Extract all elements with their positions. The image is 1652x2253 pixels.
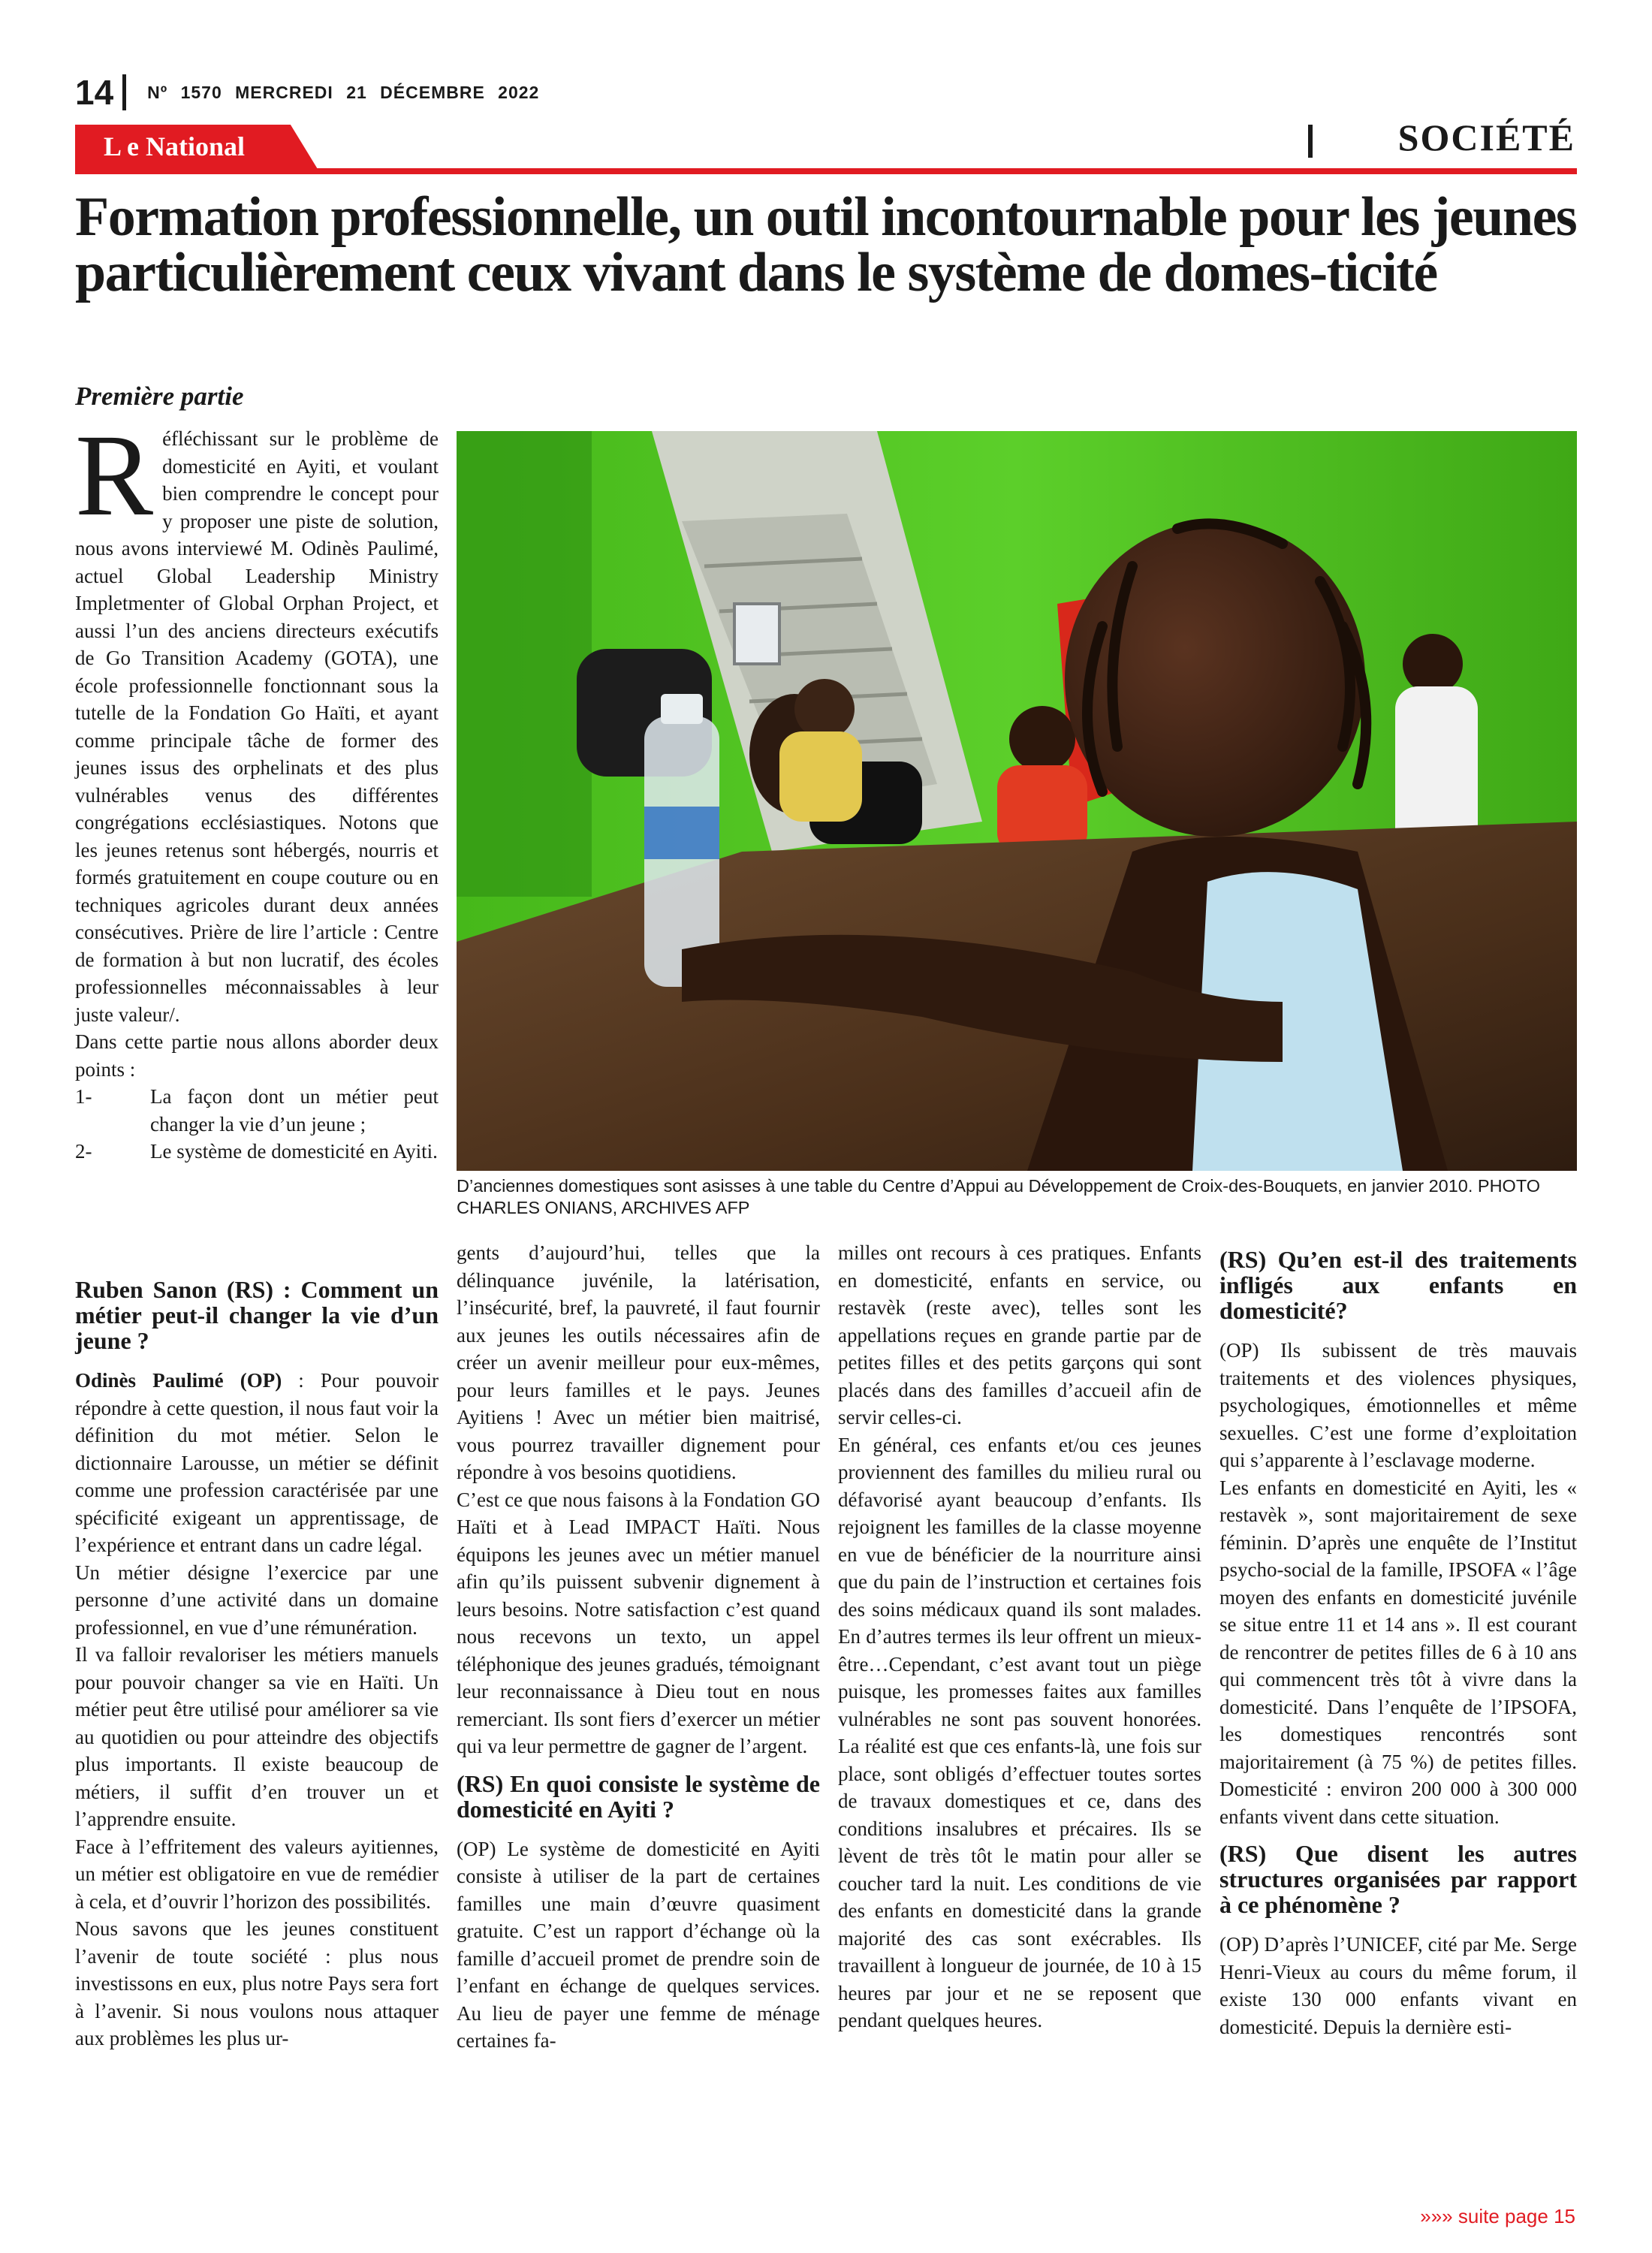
speaker-name: Odinès Paulimé (OP): [75, 1369, 282, 1392]
body-paragraph: Il va falloir revaloriser les métiers manuels pour pouvoir changer sa vie en Haïti. Un métier peut être utilisé pour améliorer sa vie au quotidien ou pour atteindre des objectifs plus importants. Il existe beaucoup de métiers, il suffit d’en trouver un et l’apprendre ensuite.: [75, 1643, 439, 1830]
brand-name: L e National: [104, 131, 246, 161]
column-1: [75, 410, 439, 1166]
answer-text: : Pour pouvoir répondre à cette question, il nous faut voir la définition du mot métier. Selon le dictionnaire Larousse, un métier se définit comme une profession caractérisée par une spécificité exigeant un apprentissage, de l’expérience et entrant dans un cadre légal.: [75, 1369, 439, 1556]
list-item: [75, 1083, 439, 1138]
list-number: 1-: [75, 1085, 92, 1108]
answer-paragraph: [75, 1367, 439, 1559]
column-1-lower: [75, 1266, 439, 2052]
body-paragraph: Les enfants en domesticité en Ayiti, les « restavèk », sont majoritairement de sexe féminin. D’après une enquête de l’Institut psycho-social de la famille, IPSOFA « l’âge moyen des enfants en domesticité juvénile se situe entre 11 et 14 ans ». Il est courant de rencontrer de petites filles de 6 à 10 ans qui commencent très tôt à vivre dans la domesticité. Dans l’enquête de l’IPSOFA, les domestiques rencontrés sont majoritairement (à 75 %) de petites filles. Domesticité : environ 200 000 à 300 000 enfants vivent dans cette situation.: [1219, 1476, 1577, 1828]
body-paragraph: (OP) Le système de domesticité en Ayiti consiste à utiliser de la part de certaines familles une main d’œuvre quasiment gratuite. C’est un rapport d’échange où la famille d’accueil promet de prendre soin de l’enfant en échange de quelques services. Au lieu de payer une femme de ménage certaines fa-: [457, 1837, 820, 2052]
body-paragraph: En général, ces enfants et/ou ces jeunes proviennent des familles du milieu rural ou défavorisé ayant beaucoup d’enfants. Ils rejoignent les familles de la classe moyenne en vue de bénéficier de la nourriture ainsi que du pain de l’instruction et certaines fois des soins médicaux quand ils sont malades. En d’autres termes ils leur offrent un mieux-être…Cependant, c’est avant tout un piège puisque, les promesses faites aux familles vulnérables ne sont pas souvent honorées. La réalité est que ces enfants-là, une fois sur place, sont obligés d’effectuer toutes sortes de travaux domestiques et ce, dans des conditions insalubres et précaires. Ils se lèvent de très tôt le matin pour aller se coucher tard la nuit. Les conditions de vie des enfants en domesticité dans la grande majorité des cas sont exécrables. Ils travaillent à longueur de journée, de 10 à 15 heures par jour et ne se reposent que pendant quelques heures.: [838, 1433, 1201, 2031]
column-3: [838, 1239, 1201, 2034]
body-paragraph: gents d’aujourd’hui, telles que la délinquance juvénile, la latérisation, l’insécurité, bref, la pauvreté, il faut fournir aux jeunes les outils nécessaires afin de créer un avenir meilleur pour eux-mêmes, pour leurs familles et le pays. Jeunes Ayitiens ! Avec un métier bien maitrisé, vous pourrez travailler dignement pour répondre à vos besoins quotidiens.: [457, 1241, 820, 1483]
list-text: La façon dont un métier peut changer la vie d’un jeune ;: [150, 1085, 439, 1136]
body-paragraph: milles ont recours à ces pratiques. Enfants en domesticité, enfants en service, ou restavèk (reste avec), telles sont les appellations reçues en grande partie par de petites filles et des petits garçons qui sont placés dans des familles d’accueil afin de servir celles-ci.: [838, 1241, 1201, 1428]
section-name: SOCIÉTÉ: [1397, 116, 1575, 158]
continue-link[interactable]: »»» suite page 15: [1420, 2205, 1575, 2227]
intro-paragraph: [75, 410, 439, 1028]
question-heading: (RS) En quoi consiste le système de domesticité en Ayiti ?: [457, 1769, 820, 1823]
question-heading: (RS) Que disent les autres structures organisées par rapport à ce phénomène ?: [1219, 1840, 1577, 1918]
page-number: 14: [75, 73, 114, 112]
section-divider: [1308, 125, 1313, 158]
list-number: 2-: [75, 1140, 92, 1163]
body-paragraph: Nous savons que les jeunes constituent l’avenir de toute société : plus nous investissons en eux, plus notre Pays sera fort à l’avenir. Si nous voulons nous attaquer aux problèmes les plus ur-: [75, 1917, 439, 2049]
classroom-photo-illustration: [457, 431, 1577, 1171]
issue-date-line: Nº 1570 MERCREDI 21 DÉCEMBRE 2022: [147, 82, 540, 102]
question-heading: Ruben Sanon (RS) : Comment un métier peut-il changer la vie d’un jeune ?: [75, 1276, 439, 1354]
list-item: [75, 1138, 439, 1166]
intro-text: éfléchissant sur le problème de domesticité en Ayiti, et voulant bien comprendre le concept pour y proposer une piste de solution, nous avons interviewé M. Odinès Paulimé, actuel Global Leadership Ministry Impletmenter of Global Orphan Project, et aussi l’un des anciens directeurs exécutifs de Go Transition Academy (GOTA), une école professionnelle fonctionnant sous la tutelle de la Fondation Go Haïti, et ayant comme principale tâche de former des jeunes issus des orphelinats et des plus vulnérables venus des différentes congrégations ecclésiastiques. Notons que les jeunes retenus sont hébergés, nourris et formés gratuitement en coupe couture ou en techniques agricoles durant deux années consécutives. Prière de lire l’article : Centre de formation à but non lucratif, des écoles professionnelles méconnaissables à leur juste valeur/.: [75, 427, 439, 1026]
body-paragraph: C’est ce que nous faisons à la Fondation GO Haïti et à Lead IMPACT Haïti. Nous équipons les jeunes avec un métier manuel afin qu’ils puissent subvenir dignement à leurs besoins. Notre satisfaction c’est quand nous recevons un texto, un appel téléphonique des jeunes gradués, témoignant leur reconnaissance à Dieu tout en nous remerciant. Ils sont fiers d’exercer un métier qui va leur permettre de gagner de l’argent.: [457, 1488, 820, 1757]
header-rule: [75, 168, 1577, 174]
article-headline: Formation professionnelle, un outil incontournable pour les jeunes particulièrement ceux vivant dans le système de domes-ticité: [75, 186, 1577, 303]
body-paragraph: Un métier désigne l’exercice par une personne d’une activité dans un domaine professionnel, en vue d’une rémunération.: [75, 1561, 439, 1639]
question-heading: (RS) Qu’en est-il des traitements infligés aux enfants en domesticité?: [1219, 1246, 1577, 1324]
column-2: [457, 1239, 820, 2055]
drop-cap: R: [75, 410, 154, 540]
body-paragraph: Face à l’effritement des valeurs ayitiennes, un métier est obligatoire en vue de remédier à cela, et d’ouvrir l’horizon des possibilités.: [75, 1835, 439, 1913]
column-4: [1219, 1247, 1577, 2040]
body-paragraph: (OP) Ils subissent de très mauvais traitements et des violences physiques, psychologiques, émotionnelles et même sexuelles. C’est une forme d’exploitation qui s’apparente à l’esclavage moderne.: [1219, 1339, 1577, 1471]
list-text: Le système de domesticité en Ayiti.: [150, 1140, 438, 1163]
header-divider: [122, 74, 126, 110]
points-intro: Dans cette partie nous allons aborder deux points :: [75, 1030, 439, 1081]
page-header: [75, 72, 539, 113]
article-photo: [457, 431, 1577, 1171]
water-bottle: [644, 694, 719, 987]
article-subtitle: Première partie: [75, 382, 244, 411]
photo-caption: D’anciennes domestiques sont asisses à une table du Centre d’Appui au Développement de Croix-des-Bouquets, en janvier 2010. PHOTO CHARLES ONIANS, ARCHIVES AFP: [457, 1176, 1541, 1217]
body-paragraph: (OP) D’après l’UNICEF, cité par Me. Serge Henri-Vieux au cours du même forum, il existe 130 000 enfants vivant en domesticité. Depuis la dernière esti-: [1219, 1933, 1577, 2038]
